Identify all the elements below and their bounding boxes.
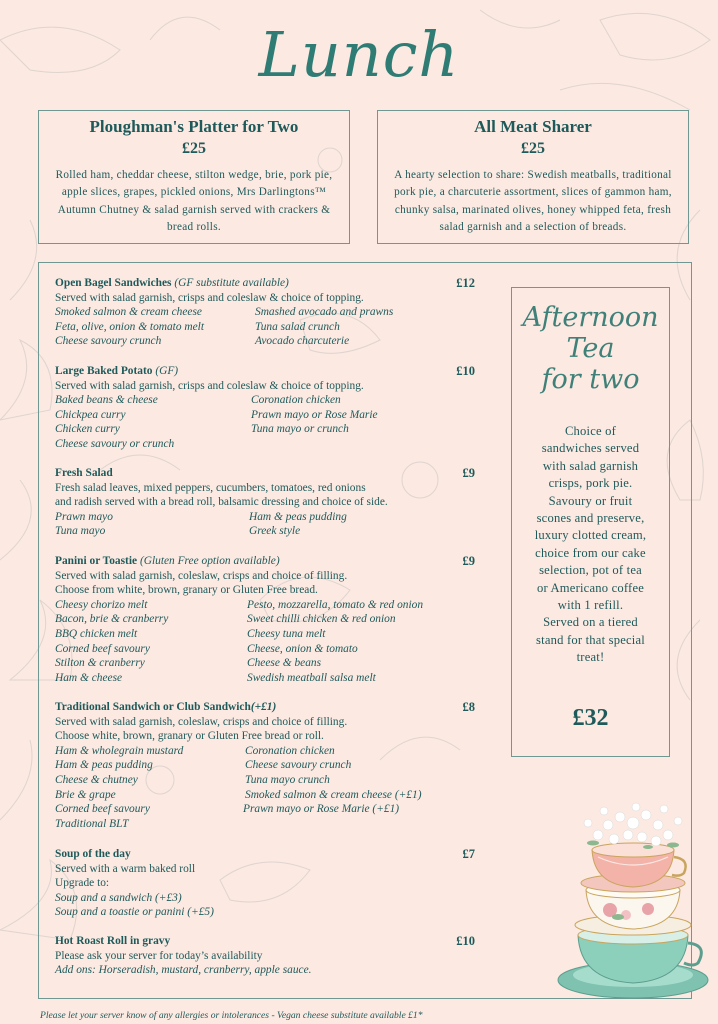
option: Cheesy chorizo melt	[55, 598, 148, 611]
tea-desc-line: selection, pot of tea	[539, 563, 642, 578]
option: Bacon, brie & cranberry	[55, 613, 169, 626]
item-price: £7	[462, 847, 475, 861]
tea-desc-line: choice from our cake	[535, 545, 646, 560]
option: Cheese savoury or crunch	[55, 437, 175, 450]
ploughmans-title: Ploughman's Platter for Two	[89, 117, 299, 136]
afternoon-tea-title	[512, 302, 669, 395]
menu-item-sandwich	[55, 700, 475, 831]
option: Cheese & beans	[247, 657, 322, 670]
menu-item-fresh-salad	[55, 466, 475, 539]
tea-desc-line: with salad garnish	[542, 458, 639, 473]
option: BBQ chicken melt	[55, 627, 138, 640]
afternoon-tea-description	[512, 423, 669, 667]
page-title: Lunch	[258, 18, 460, 91]
item-price: £9	[462, 554, 475, 568]
item-price: £12	[456, 276, 475, 290]
option: Cheesy tuna melt	[247, 627, 326, 640]
meat-sharer-description: A hearty selection to share: Swedish meatballs, traditional pork pie, a charcuterie assortment, slices of gammon ham, chunky salsa, marinated olives, honey whipped feta, fresh salad garnish and a selection of breads.	[394, 169, 672, 234]
tea-desc-line: Savoury or fruit	[548, 493, 633, 508]
tea-desc-line: Served on a tiered	[543, 615, 638, 630]
item-name: Fresh Salad	[55, 467, 113, 479]
option: Prawn mayo or Rose Marie	[251, 408, 378, 421]
option: Chicken curry	[55, 423, 120, 436]
option: Tuna mayo or crunch	[251, 423, 349, 436]
option: Smoked salmon & cream cheese (+£1)	[245, 788, 422, 801]
item-name: Soup of the day	[55, 848, 131, 860]
item-price: £10	[456, 934, 475, 948]
item-note: (+£1)	[250, 701, 277, 713]
teacup-stack-illustration	[548, 795, 713, 1010]
item-description: Choose white, brown, granary or Gluten Free bread or roll.	[55, 730, 324, 743]
item-description: Fresh salad leaves, mixed peppers, cucumbers, tomatoes, red onions	[55, 481, 366, 494]
option: Corned beef savoury	[55, 803, 150, 816]
item-description: and radish served with a bread roll, balsamic dressing and choice of side.	[55, 496, 388, 509]
menu-item-bagels	[55, 276, 475, 349]
option: Cheese, onion & tomato	[247, 642, 358, 655]
option: Tuna mayo	[55, 525, 106, 538]
option: Prawn mayo	[55, 510, 113, 523]
ploughmans-price: £25	[182, 140, 206, 157]
option: Ham & peas pudding	[249, 510, 347, 523]
option: Feta, olive, onion & tomato melt	[55, 320, 205, 333]
item-description: Choose from white, brown, granary or Gluten Free bread.	[55, 584, 318, 597]
item-description: Served with salad garnish, crisps and coleslaw & choice of topping.	[55, 291, 364, 304]
option: Tuna mayo crunch	[245, 773, 330, 786]
option: Greek style	[249, 525, 301, 538]
tea-desc-line: treat!	[576, 650, 605, 665]
menu-item-hot-roast	[55, 934, 475, 978]
option: Stilton & cranberry	[55, 657, 145, 670]
allergy-footer-note: Please let your server know of any allergies or intolerances - Vegan cheese substitute available £1*	[40, 1010, 423, 1021]
item-note: (GF substitute available)	[174, 277, 289, 289]
ploughmans-platter-box	[38, 110, 350, 244]
menu-item-panini	[55, 554, 475, 685]
afternoon-tea-box	[511, 287, 670, 757]
meat-sharer-title: All Meat Sharer	[474, 117, 592, 136]
item-description: Served with salad garnish, coleslaw, crisps and choice of filling.	[55, 715, 348, 728]
item-addons: Add ons: Horseradish, mustard, cranberry, apple sauce.	[55, 964, 312, 977]
item-upgrade: Soup and a sandwich (+£3)	[55, 891, 182, 904]
option: Prawn mayo or Rose Marie (+£1)	[243, 803, 400, 816]
item-note: (GF)	[155, 365, 179, 377]
option: Corned beef savoury	[55, 642, 150, 655]
ploughmans-description: Rolled ham, cheddar cheese, stilton wedge, brie, pork pie, apple slices, grapes, pickled onions, Mrs Darlingtons™ Autumn Chutney & salad garnish served with crackers & bread rolls.	[55, 169, 333, 234]
tea-desc-line: luxury clotted cream,	[534, 528, 647, 543]
afternoon-tea-price: £32	[572, 704, 609, 731]
item-name: Panini or Toastie	[55, 555, 138, 567]
option: Brie & grape	[55, 788, 116, 801]
option: Cheese & chutney	[55, 773, 138, 786]
option: Smashed avocado and prawns	[255, 306, 394, 319]
item-description: Served with salad garnish, crisps and coleslaw & choice of topping.	[55, 379, 364, 392]
option: Tuna salad crunch	[255, 320, 340, 333]
tea-title-line: for two	[541, 364, 640, 395]
item-name: Hot Roast Roll in gravy	[55, 935, 171, 947]
item-note: (Gluten Free option available)	[139, 555, 280, 567]
item-price: £9	[462, 466, 475, 480]
item-options	[55, 305, 475, 349]
tea-desc-line: scones and preserve,	[536, 511, 645, 526]
option: Chickpea curry	[55, 408, 126, 421]
menu-item-soup	[55, 847, 475, 920]
item-description: Upgrade to:	[55, 877, 110, 890]
tea-desc-line: with 1 refill.	[557, 598, 624, 613]
tea-desc-line: crisps, pork pie.	[548, 476, 633, 491]
option: Smoked salmon & cream cheese	[55, 306, 202, 319]
option: Ham & cheese	[55, 671, 123, 684]
tea-title-line: Tea	[566, 333, 615, 364]
tea-desc-line: Choice of	[564, 424, 617, 438]
item-options	[55, 510, 475, 539]
option: Avocado charcuterie	[255, 335, 350, 348]
item-options	[55, 744, 475, 832]
meat-sharer-price: £25	[521, 140, 545, 157]
item-description: Served with salad garnish, coleslaw, crisps and choice of filling.	[55, 569, 348, 582]
item-options	[55, 598, 475, 686]
item-name: Large Baked Potato	[55, 365, 153, 377]
option: Sweet chilli chicken & red onion	[247, 613, 396, 626]
item-description: Served with a warm baked roll	[55, 862, 196, 875]
tea-desc-line: stand for that special	[536, 632, 645, 647]
option: Cheese savoury crunch	[245, 759, 352, 772]
item-price: £10	[456, 364, 475, 378]
option: Coronation chicken	[251, 394, 341, 407]
item-name: Traditional Sandwich or Club Sandwich	[55, 701, 251, 713]
tea-title-line: Afternoon	[522, 302, 659, 333]
item-description: Please ask your server for today’s availability	[55, 949, 263, 962]
item-upgrade: Soup and a toastie or panini (+£5)	[55, 906, 214, 919]
item-price: £8	[462, 700, 475, 714]
option: Pesto, mozzarella, tomato & red onion	[247, 598, 424, 611]
option: Ham & peas pudding	[55, 759, 153, 772]
item-name: Open Bagel Sandwiches	[55, 277, 172, 289]
option: Swedish meatball salsa melt	[247, 671, 376, 684]
option: Baked beans & cheese	[55, 394, 158, 407]
menu-item-baked-potato	[55, 364, 475, 452]
option: Coronation chicken	[245, 744, 335, 757]
tea-desc-line: sandwiches served	[541, 441, 640, 456]
item-options	[55, 393, 475, 451]
option: Traditional BLT	[55, 817, 129, 830]
option: Ham & wholegrain mustard	[55, 744, 184, 757]
meat-sharer-box	[377, 110, 689, 244]
option: Cheese savoury crunch	[55, 335, 162, 348]
tea-desc-line: or Americano coffee	[536, 580, 645, 595]
